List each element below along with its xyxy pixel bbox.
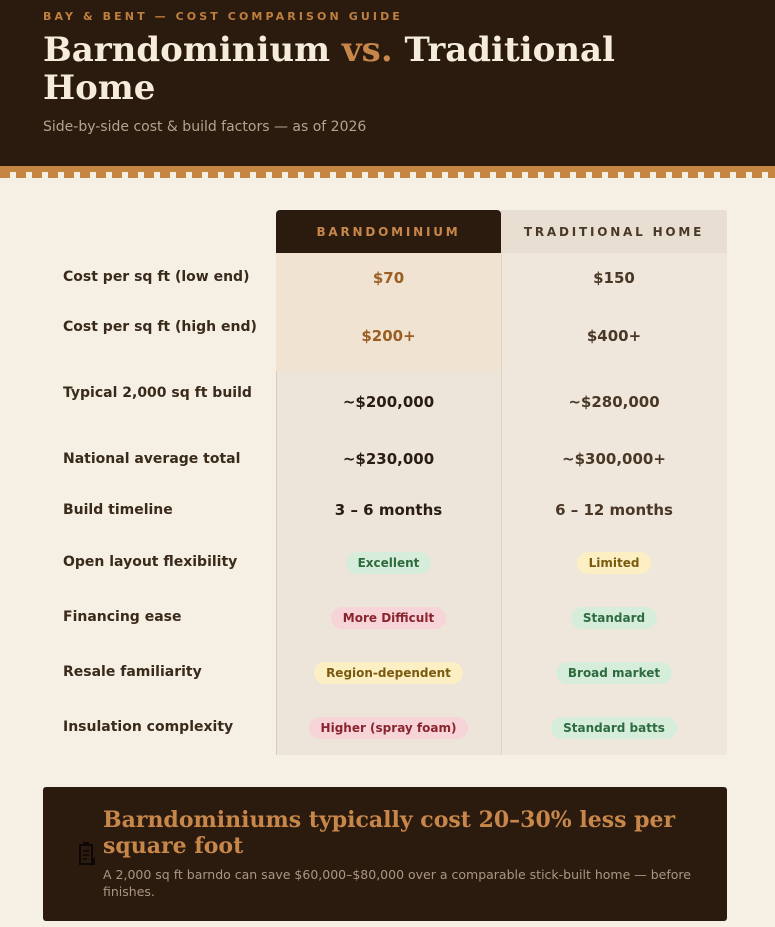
status-badge-bad: Higher (spray foam) — [309, 717, 469, 739]
barndominium-value: ~$200,000 — [342, 393, 435, 411]
eyebrow-label: BAY & BENT — COST COMPARISON GUIDE — [43, 10, 403, 23]
page-title — [43, 31, 693, 107]
table-row — [0, 700, 775, 755]
callout-text: A 2,000 sq ft barndo can save $60,000–$80,000 over a comparable stick-built home — before finishes. — [103, 867, 691, 899]
table-row — [0, 371, 775, 433]
callout-title: Barndominiums typically cost 20–30% less per square foot — [103, 807, 676, 859]
traditional-value: $400+ — [586, 327, 642, 345]
status-badge-bad: More Difficult — [331, 607, 446, 629]
row-label: National average total — [63, 451, 241, 467]
summary-callout — [43, 787, 727, 921]
row-label: Typical 2,000 sq ft build — [63, 385, 252, 401]
barndominium-value: $70 — [372, 269, 405, 287]
status-badge-neutral: Limited — [577, 552, 652, 574]
document-icon — [77, 841, 97, 867]
status-badge-good: Broad market — [556, 662, 672, 684]
column-header-traditional: TRADITIONAL HOME — [501, 210, 727, 253]
status-badge-neutral: Region-dependent — [314, 662, 463, 684]
traditional-value: ~$280,000 — [568, 393, 660, 411]
traditional-value: ~$300,000+ — [562, 450, 666, 468]
row-label: Resale familiarity — [63, 664, 202, 680]
table-row — [0, 645, 775, 700]
traditional-value: $150 — [593, 269, 635, 287]
traditional-value — [501, 700, 727, 755]
status-badge-good: Excellent — [346, 552, 432, 574]
barndominium-value — [276, 590, 501, 645]
table-row — [0, 590, 775, 645]
title-part-2: Traditional Home — [43, 30, 615, 108]
status-badge-good: Standard — [571, 607, 657, 629]
table-row — [0, 485, 775, 535]
barndominium-value — [276, 700, 501, 755]
barndominium-value: $200+ — [361, 327, 416, 345]
traditional-value: 6 – 12 months — [555, 501, 673, 519]
row-label: Cost per sq ft (high end) — [63, 319, 257, 335]
barndominium-value — [276, 645, 501, 700]
traditional-value — [501, 590, 727, 645]
page-subtitle: Side-by-side cost & build factors — as of 2026 — [43, 119, 367, 135]
table-row — [0, 303, 775, 371]
title-vs: vs. — [341, 30, 393, 70]
barndominium-value: ~$230,000 — [342, 450, 435, 468]
table-row — [0, 535, 775, 590]
traditional-value — [501, 535, 727, 590]
barndominium-value: 3 – 6 months — [334, 501, 443, 519]
table-row — [0, 253, 775, 303]
page-header — [0, 0, 775, 166]
title-part-1: Barndominium — [43, 30, 342, 70]
row-label: Insulation complexity — [63, 719, 234, 735]
row-label: Cost per sq ft (low end) — [63, 269, 250, 285]
row-label: Financing ease — [63, 609, 182, 625]
traditional-value — [501, 645, 727, 700]
row-label: Build timeline — [63, 502, 173, 518]
column-header-barndominium: BARNDOMINIUM — [276, 210, 501, 253]
header-divider — [0, 166, 775, 178]
barndominium-value — [276, 535, 501, 590]
table-row — [0, 433, 775, 485]
row-label: Open layout flexibility — [63, 554, 238, 570]
status-badge-good: Standard batts — [551, 717, 677, 739]
